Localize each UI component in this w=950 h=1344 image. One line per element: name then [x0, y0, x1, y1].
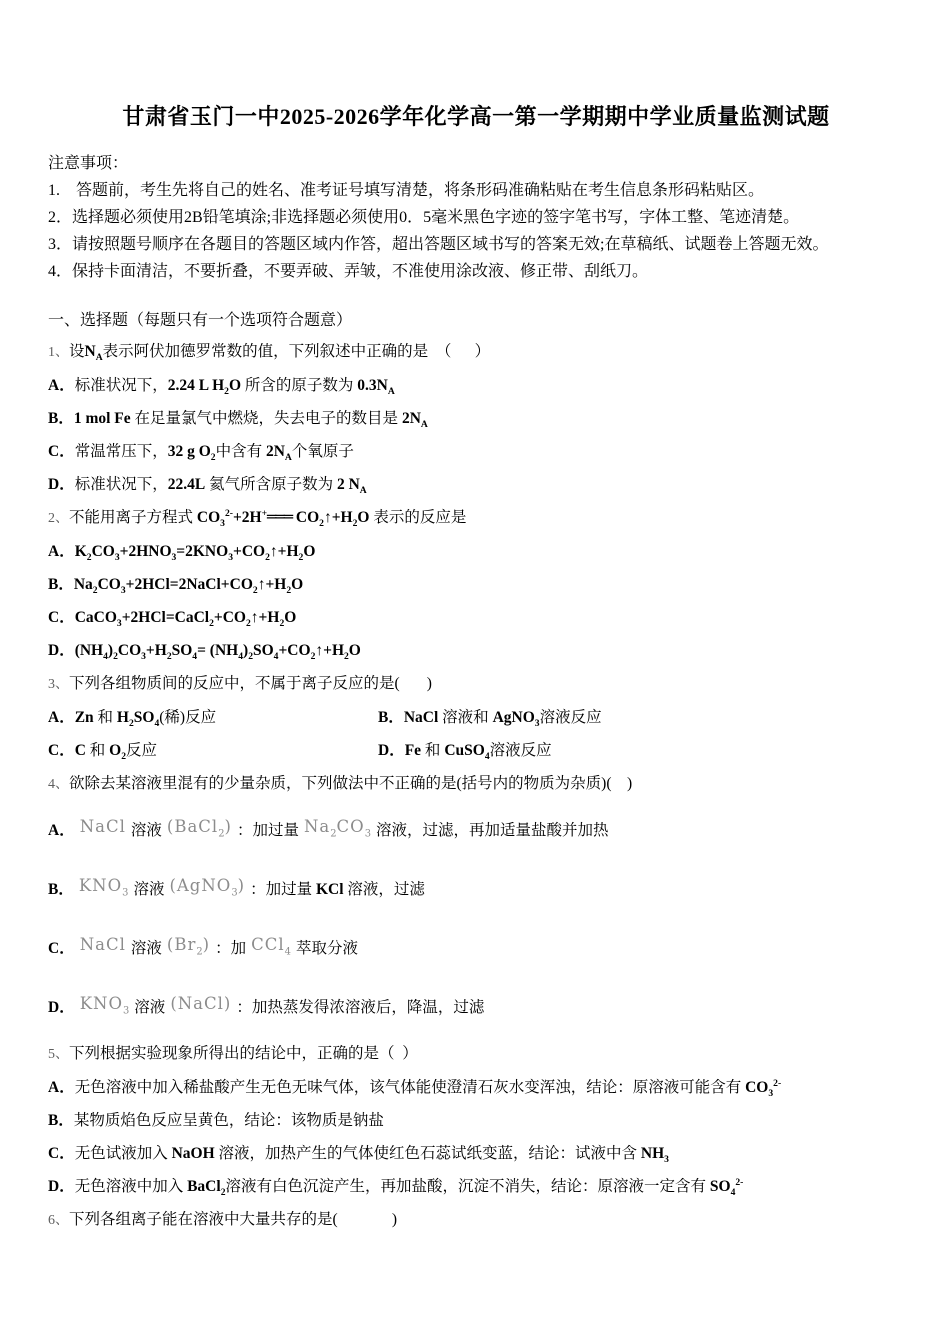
question-5-option-a: A．无色溶液中加入稀盐酸产生无色无味气体，该气体能使澄清石灰水变浑浊，结论：原溶液可能含有 $CO_3^{2-}$: [48, 1077, 782, 1100]
question-3: [48, 667, 904, 767]
question-3-stem: 3、下列各组物质间的反应中，不属于离子反应的是( ): [48, 675, 432, 692]
notes-section: [48, 151, 904, 285]
question-4-stem: 4、欲除去某溶液里混有的少量杂质，下列做法中不正确的是(括号内的物质为杂质)( ): [48, 775, 633, 792]
question-1-option-a: A．标准状况下，2.24 L $H_2O$ 所含的原子数为 $0.3N_A$: [48, 377, 395, 398]
question-5-option-b: B．某物质焰色反应呈黄色，结论：该物质是钠盐: [48, 1112, 384, 1129]
question-2-option-b: B．$Na_2CO_3+2HCl=2NaCl+CO_2↑+H_2O$: [48, 576, 304, 597]
question-1-option-b: B．1 mol Fe 在足量氯气中燃烧，失去电子的数目是 $2N_A$: [48, 410, 428, 431]
question-1-option-d: D．标准状况下，22.4L 氦气所含原子数为 2 $N_A$: [48, 476, 367, 497]
question-3-option-a: A．Zn 和 $H_2SO_4$(稀)反应: [48, 709, 217, 730]
question-1-option-c: C．常温常压下，32 g $O_2$中含有 $2N_A$个氧原子: [48, 443, 354, 464]
question-6-stem: 6、下列各组离子能在溶液中大量共存的是( ): [48, 1211, 398, 1228]
question-5-option-c: C．无色试液加入 NaOH 溶液，加热产生的气体使红色石蕊试纸变蓝，结论：试液中含 $NH_3$: [48, 1145, 669, 1166]
question-5: [48, 1037, 904, 1203]
question-4-option-d: D． $KNO_3$ 溶液 (NaCl) ：加热蒸发得浓溶液后，降温，过滤: [48, 994, 485, 1017]
question-6: [48, 1203, 904, 1237]
section-heading-choice: 一、选择题（每题只有一个选项符合题意）: [48, 312, 353, 329]
question-3-option-c: C．C 和 $O_2$反应: [48, 742, 158, 763]
question-4-option-c: C． NaCl 溶液 $(Br_2)$ ：加 CCl$_4$ 萃取分液: [48, 935, 358, 958]
question-4-option-a: A． NaCl 溶液 (BaCl$_2$) ：加过量 $Na_2CO_3$ 溶液，过滤，再加适量盐酸并加热: [48, 817, 609, 840]
question-3-option-b: B．NaCl 溶液和 AgNO$_3$溶液反应: [378, 709, 602, 730]
question-2-option-d: D．$(NH_4)_2CO_3+H_2SO_4=$ $(NH_4)_2SO_4+CO_2↑+H_2O$: [48, 642, 361, 663]
question-5-stem: 5、下列根据实验现象所得出的结论中，正确的是（ ）: [48, 1045, 418, 1062]
question-2-option-c: C．$CaCO_3+2HCl=CaCl_2+CO_2↑+H_2O$: [48, 609, 297, 630]
page-title: 甘肃省玉门一中2025-2026学年化学高一第一学期期中学业质量监测试题: [122, 104, 830, 129]
note-item-3: 3．请按照题号顺序在各题目的答题区域内作答，超出答题区域书写的答案无效;在草稿纸、试题卷上答题无效。: [48, 236, 829, 253]
question-2-option-a: A．$K_2CO_3+2HNO_3=2KNO_3+CO_2↑+H_2O$: [48, 543, 316, 564]
question-1-stem: 1、设$N_A$表示阿伏加德罗常数的值，下列叙述中正确的是 （ ）: [48, 343, 491, 364]
note-item-1: 1. 答题前，考生先将自己的姓名、准考证号填写清楚，将条形码准确粘贴在考生信息条形码粘贴区。: [48, 182, 765, 199]
note-item-4: 4．保持卡面清洁，不要折叠，不要弄破、弄皱，不准使用涂改液、修正带、刮纸刀。: [48, 263, 649, 280]
question-3-option-d: D．Fe 和 CuSO$_4$溶液反应: [378, 742, 552, 763]
note-item-2: 2．选择题必须使用2B铅笔填涂;非选择题必须使用0．5毫米黑色字迹的签字笔书写，字体工整、笔迹清楚。: [48, 209, 800, 226]
question-3-options: [48, 701, 904, 767]
question-4: [48, 767, 904, 1037]
notes-heading: 注意事项：: [48, 155, 129, 172]
question-4-option-b: B． $KNO_3$ 溶液 (AgNO$_3$) ：加过量 KCl 溶液，过滤: [48, 876, 425, 899]
question-2-stem: 2、不能用离子方程式 $CO_3^{2-}+2H^+═══$ $CO_2↑+H_2O$ 表示的反应是: [48, 507, 467, 530]
question-5-option-d: D．无色溶液中加入 BaCl$_2$溶液有白色沉淀产生，再加盐酸，沉淀不消失，结论：原溶液一定含有 $SO_4^{2-}$: [48, 1176, 744, 1199]
question-2: [48, 501, 904, 667]
question-1: [48, 335, 904, 501]
